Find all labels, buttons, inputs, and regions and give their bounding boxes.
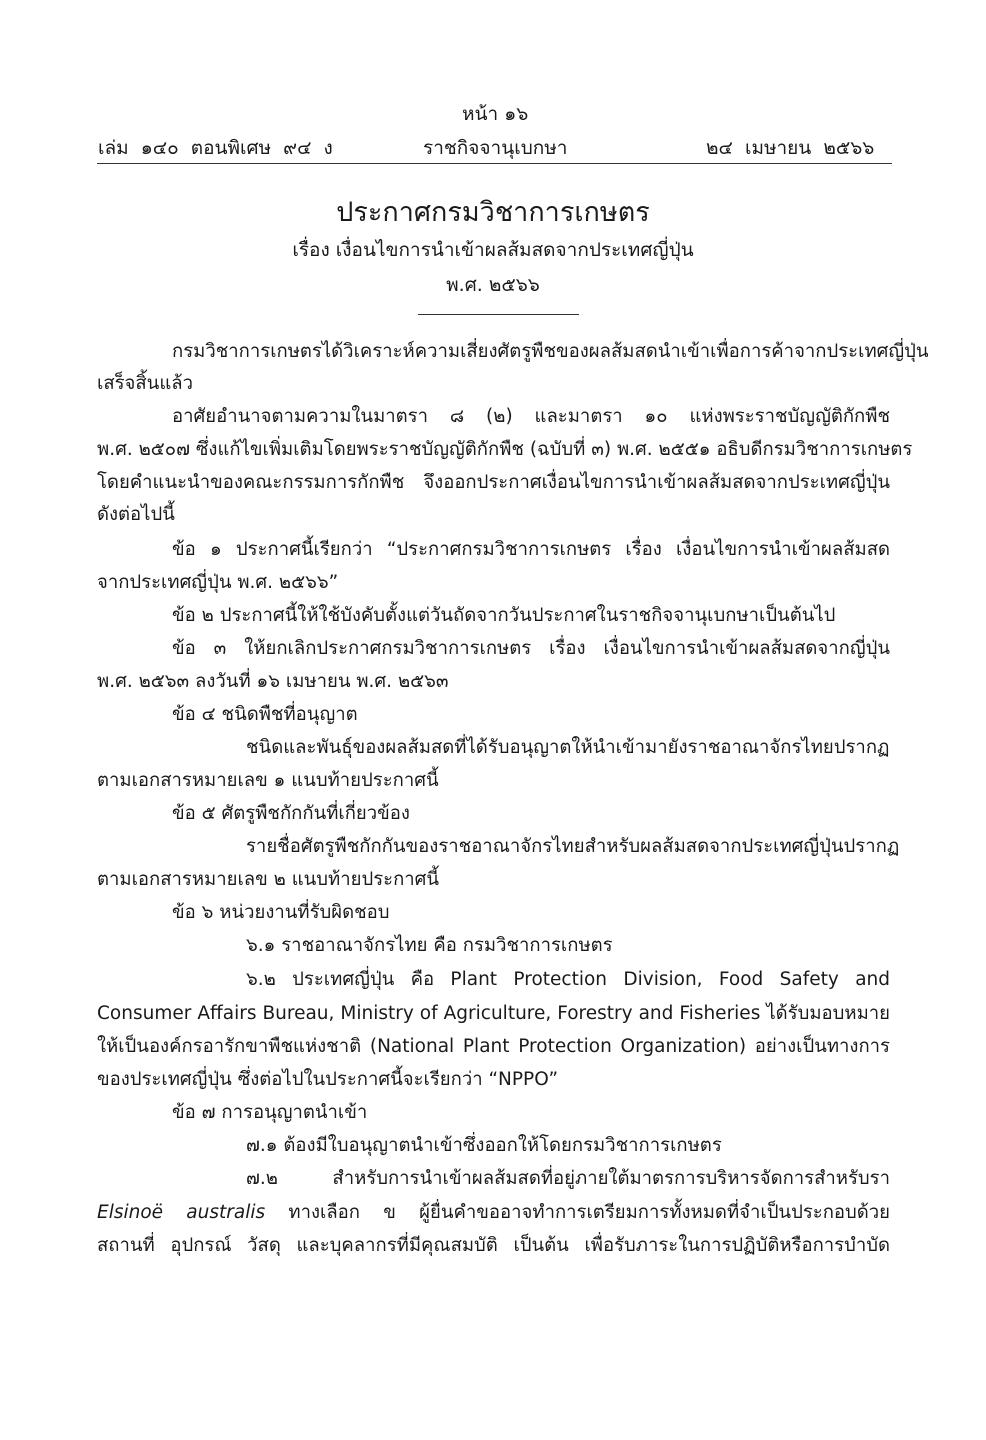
title-rule <box>418 314 579 315</box>
announcement-year: พ.ศ. ๒๕๖๖ <box>446 274 540 296</box>
clause-6-heading: ข้อ ๖ หน่วยงานที่รับผิดชอบ <box>172 902 390 923</box>
clause-6-2-line-4: ของประเทศญี่ปุ่น ซึ่งต่อไปในประกาศนี้จะเรียกว่า “NPPO” <box>97 1069 559 1090</box>
paragraph-1-line-1: กรมวิชาการเกษตรได้วิเคราะห์ความเสี่ยงศัตรูพืชของผลส้มสดนำเข้าเพื่อการค้าจากประเทศญี่ปุ่น <box>172 341 929 362</box>
gazette-volume: เล่ม ๑๔๐ ตอนพิเศษ ๙๔ ง <box>98 137 333 159</box>
clause-7-2-line-2 <box>97 1201 890 1225</box>
paragraph-2-line-3: โดยคำแนะนำของคณะกรรมการกักพืช จึงออกประกาศเงื่อนไขการนำเข้าผลส้มสดจากประเทศญี่ปุ่น <box>97 472 890 493</box>
gazette-name: ราชกิจจานุเบกษา <box>423 137 568 159</box>
clause-2: ข้อ ๒ ประกาศนี้ให้ใช้บังคับตั้งแต่วันถัดจากวันประกาศในราชกิจจานุเบกษาเป็นต้นไป <box>172 605 836 626</box>
page-number: หน้า ๑๖ <box>462 103 529 125</box>
clause-3-line-2: พ.ศ. ๒๕๖๓ ลงวันที่ ๑๖ เมษายน พ.ศ. ๒๕๖๓ <box>97 671 449 692</box>
clause-7-2-line-3: สถานที่ อุปกรณ์ วัสดุ และบุคลากรที่มีคุณสมบัติ เป็นต้น เพื่อรับภาระในการปฏิบัติหรือการบำบัด <box>97 1235 890 1256</box>
paragraph-2-line-2: พ.ศ. ๒๕๐๗ ซึ่งแก้ไขเพิ่มเติมโดยพระราชบัญญัติกักพืช (ฉบับที่ ๓) พ.ศ. ๒๕๕๑ อธิบดีกรมวิชาการเกษตร <box>97 439 913 460</box>
clause-5-line-2: รายชื่อศัตรูพืชกักกันของราชอาณาจักรไทยสำหรับผลส้มสดจากประเทศญี่ปุ่นปรากฏ <box>246 836 900 857</box>
clause-5-heading: ข้อ ๕ ศัตรูพืชกักกันที่เกี่ยวข้อง <box>172 803 410 824</box>
clause-6-2-line-3: ให้เป็นองค์กรอารักขาพืชแห่งชาติ (National Plant Protection Organization) อย่างเป็นทางการ <box>97 1036 890 1057</box>
clause-4-line-3: ตามเอกสารหมายเลข ๑ แนบท้ายประกาศนี้ <box>97 770 439 791</box>
clause-4-line-2: ชนิดและพันธุ์ของผลส้มสดที่ได้รับอนุญาตให้นำเข้ามายังราชอาณาจักรไทยปรากฏ <box>246 737 890 758</box>
paragraph-2-line-4: ดังต่อไปนี้ <box>97 504 175 525</box>
gazette-date: ๒๔ เมษายน ๒๕๖๖ <box>706 137 875 159</box>
clause-7-heading: ข้อ ๗ การอนุญาตนำเข้า <box>172 1102 368 1123</box>
clause-7-2-line-2-text: ทางเลือก ข ผู้ยื่นคำขออาจทำการเตรียมการทั้งหมดที่จำเป็นประกอบด้วย <box>265 1202 890 1223</box>
header-rule <box>97 163 892 164</box>
clause-7-2-line-1: ๗.๒ สำหรับการนำเข้าผลส้มสดที่อยู่ภายใต้มาตรการบริหารจัดการสำหรับรา <box>246 1168 890 1189</box>
clause-5-line-3: ตามเอกสารหมายเลข ๒ แนบท้ายประกาศนี้ <box>97 869 440 890</box>
announcement-title: ประกาศกรมวิชาการเกษตร <box>336 197 650 228</box>
clause-3-line-1: ข้อ ๓ ให้ยกเลิกประกาศกรมวิชาการเกษตร เรื่อง เงื่อนไขการนำเข้าผลส้มสดจากญี่ปุ่น <box>172 638 890 659</box>
clause-6-2-line-2: Consumer Affairs Bureau, Ministry of Agriculture, Forestry and Fisheries ได้รับมอบหมาย <box>97 1003 890 1024</box>
announcement-subject: เรื่อง เงื่อนไขการนำเข้าผลส้มสดจากประเทศญี่ปุ่น <box>292 239 694 261</box>
clause-6-1: ๖.๑ ราชอาณาจักรไทย คือ กรมวิชาการเกษตร <box>246 935 613 956</box>
clause-1-line-1: ข้อ ๑ ประกาศนี้เรียกว่า “ประกาศกรมวิชาการเกษตร เรื่อง เงื่อนไขการนำเข้าผลส้มสด <box>172 539 890 560</box>
clause-1-line-2: จากประเทศญี่ปุ่น พ.ศ. ๒๕๖๖” <box>97 572 339 593</box>
paragraph-1-line-2: เสร็จสิ้นแล้ว <box>97 373 193 394</box>
clause-6-2-line-1: ๖.๒ ประเทศญี่ปุ่น คือ Plant Protection Division, Food Safety and <box>246 969 890 990</box>
clause-7-1: ๗.๑ ต้องมีใบอนุญาตนำเข้าซึ่งออกให้โดยกรมวิชาการเกษตร <box>246 1135 722 1156</box>
species-name: Elsinoë australis <box>97 1202 266 1223</box>
clause-4-heading: ข้อ ๔ ชนิดพืชที่อนุญาต <box>172 704 358 725</box>
paragraph-2-line-1: อาศัยอำนาจตามความในมาตรา ๘ (๒) และมาตรา ๑๐ แห่งพระราชบัญญัติกักพืช <box>172 406 890 427</box>
